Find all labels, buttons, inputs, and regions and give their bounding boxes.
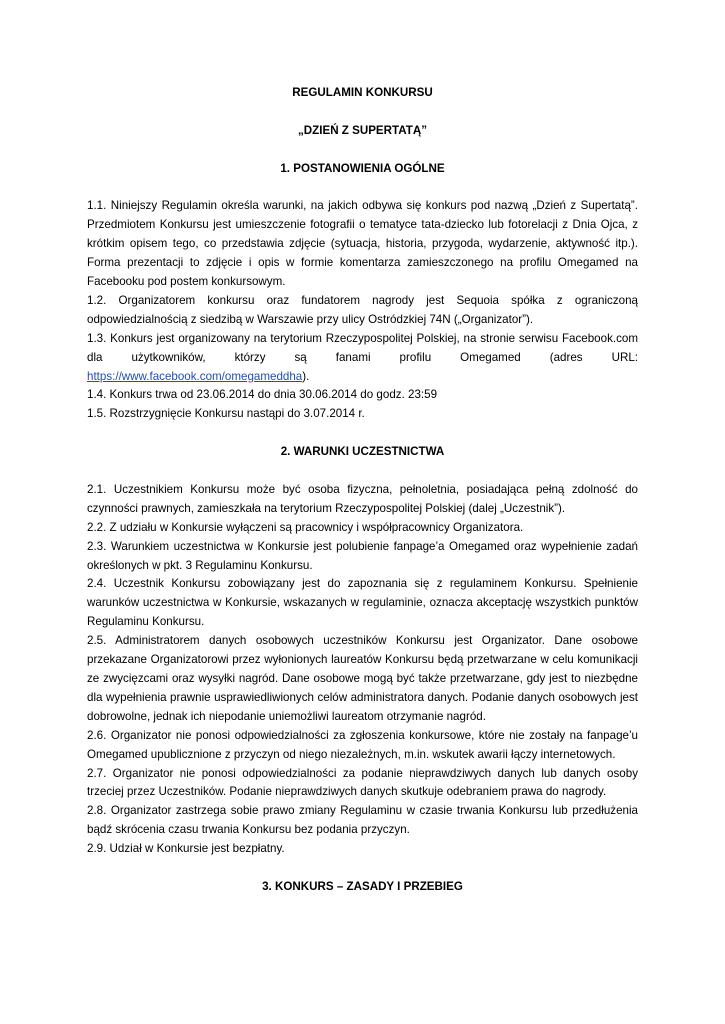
paragraph-1-3 [87,330,638,387]
facebook-url-link[interactable]: https://www.facebook.com/omegameddha [87,369,303,383]
document-page [87,84,638,916]
paragraph-2-2: 2.2. Z udziału w Konkursie wyłączeni są pracownicy i współpracownicy Organizatora. [87,520,524,534]
document-title: REGULAMIN KONKURSU [292,86,433,99]
paragraph-2-1: 2.1. Uczestnikiem Konkursu może być osoba fizyczna, pełnoletnia, posiadająca pełną zdolność do czynności prawnych, zamieszkała na terytorium Rzeczypospolitej Polskiej (dalej „Uczestnik”). [87,482,638,515]
paragraph-2-4: 2.4. Uczestnik Konkursu zobowiązany jest do zapoznania się z regulaminem Konkursu. Spełnienie warunków uczestnictwa w Konkursie, wskazanych w regulaminie, oznacza akceptację wszystkich punktów Regulaminu Konkursu. [87,577,638,629]
section-3-heading: 3. KONKURS – ZASADY I PRZEBIEG [262,879,463,893]
paragraph-1-2: 1.2. Organizatorem konkursu oraz fundatorem nagrody jest Sequoia spółka z ograniczoną odpowiedzialnością z siedzibą w Warszawie przy ulicy Ostródzkiej 74N („Organizator”). [87,293,638,326]
section-1-heading: 1. POSTANOWIENIA OGÓLNE [280,161,445,175]
paragraph-2-8: 2.8. Organizator zastrzega sobie prawo zmiany Regulaminu w czasie trwania Konkursu lub przedłużenia bądź skrócenia czasu trwania Konkursu bez podania przyczyn. [87,804,638,837]
section-2-heading: 2. WARUNKI UCZESTNICTWA [280,445,445,459]
document-subtitle: „DZIEŃ Z SUPERTATĄ” [297,123,428,137]
paragraph-2-9: 2.9. Udział w Konkursie jest bezpłatny. [87,842,285,856]
paragraph-1-4: 1.4. Konkurs trwa od 23.06.2014 do dnia 30.06.2014 do godz. 23:59 [87,388,438,402]
paragraph-1-1: 1.1. Niniejszy Regulamin określa warunki, na jakich odbywa się konkurs pod nazwą „Dzień z Supertatą”. Przedmiotem Konkursu jest umieszczenie fotografii o tematyce tata-dziecko lub fotorelacji z Dnia Ojca, z krótkim opisem tego, co przedstawia zdjęcie (sytuacja, historia, przygoda, wydarzenie, aktywność itp.). Forma prezentacji to zdjęcie i opis w formie komentarza zamieszczonego na profilu Omegamed na Facebooku pod postem konkursowym. [87,199,638,289]
paragraph-2-7: 2.7. Organizator nie ponosi odpowiedzialności za podanie nieprawdziwych danych lub danych osoby trzeciej przez Uczestników. Podanie nieprawdziwych danych skutkuje odebraniem prawa do nagrody. [87,766,638,799]
section-spacer [87,424,638,443]
paragraph-2-3: 2.3. Warunkiem uczestnictwa w Konkursie jest polubienie fanpage’a Omegamed oraz wypełnienie zadań określonych w pkt. 3 Regulaminu Konkursu. [87,539,638,572]
paragraph-2-6: 2.6. Organizator nie ponosi odpowiedzialności za zgłoszenia konkursowe, które nie zostały na fanpage’u Omegamed upublicznione z przyczyn od niego niezależnych, m.in. wskutek awarii łączy internetowych. [87,728,638,761]
paragraph-1-5: 1.5. Rozstrzygnięcie Konkursu nastąpi do 3.07.2014 r. [87,407,365,421]
paragraph-1-3-text: 1.3. Konkurs jest organizowany na terytorium Rzeczypospolitej Polskiej, na stronie serwisu Facebook.com dla użytkowników, którzy są fanami profilu Omegamed (adres URL: [87,331,638,364]
paragraph-1-3-end: ). [302,369,310,383]
section-spacer [87,859,638,878]
paragraph-2-5: 2.5. Administratorem danych osobowych uczestników Konkursu jest Organizator. Dane osobowe przekazane Organizatorowi przez wyłonionych laureatów Konkursu będą przetwarzane w celu komunikacji ze zwycięzcami oraz wysyłki nagród. Dane osobowe mogą być także przetwarzane, gdy jest to niezbędne dla wypełnienia prawnie usprawiedliwionych celów administratora danych. Podanie danych osobowych jest dobrowolne, jednak ich niepodanie uniemożliwi laureatom otrzymanie nagród. [87,634,638,723]
